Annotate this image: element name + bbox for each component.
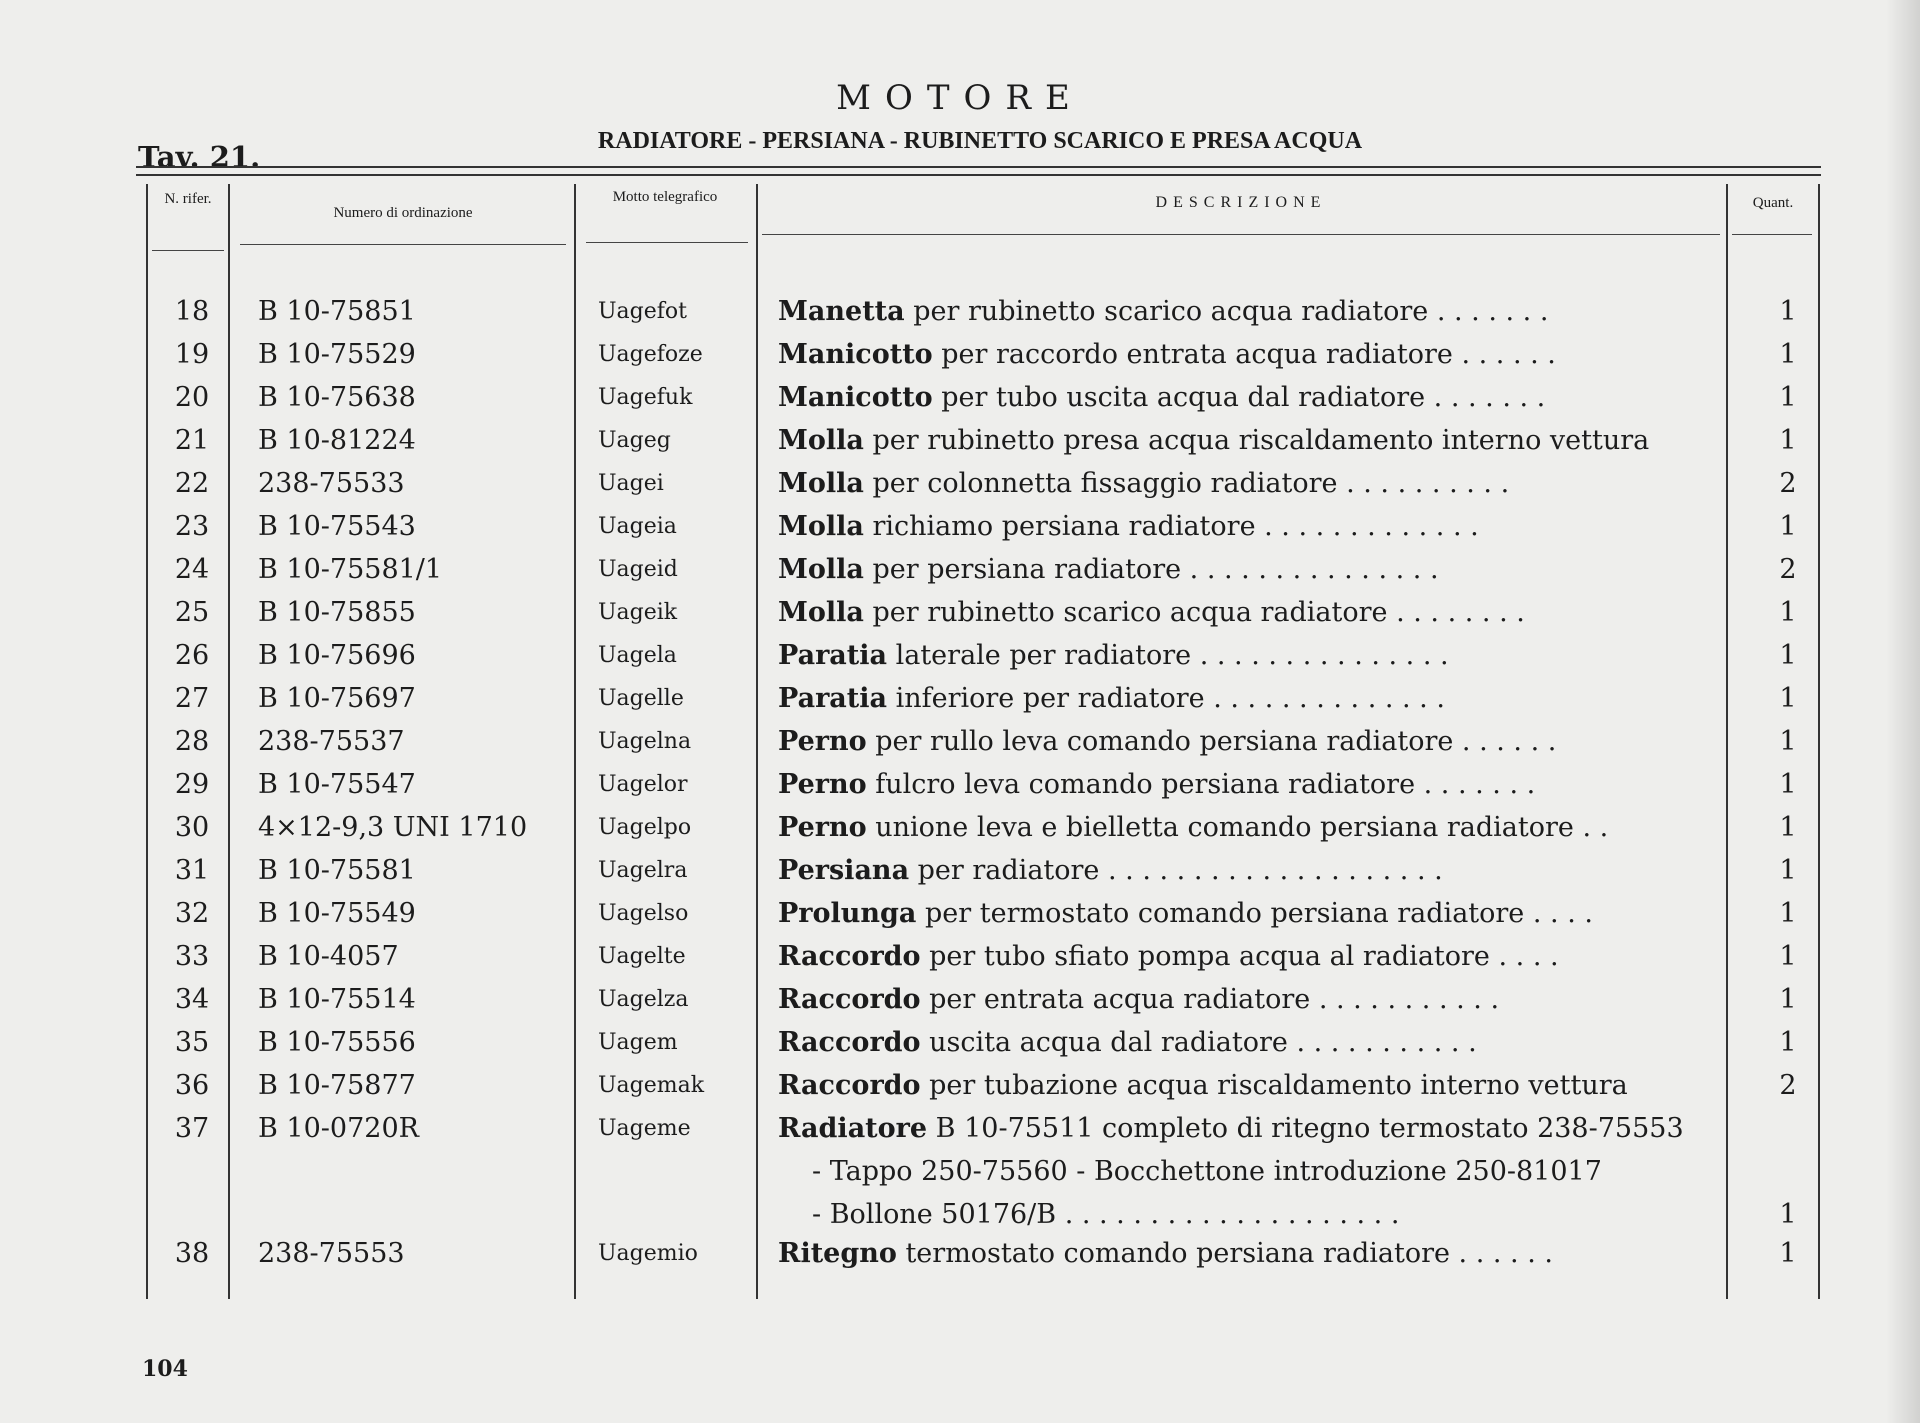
part-name: Raccordo bbox=[778, 1070, 921, 1101]
telegraphic-code: Uagelna bbox=[598, 729, 692, 754]
table-row bbox=[0, 425, 1920, 468]
ref-number: 28 bbox=[174, 726, 210, 757]
quantity: 1 bbox=[1779, 1199, 1797, 1230]
part-detail: per colonnetta fissaggio radiatore . . . . . . . . . . bbox=[863, 468, 1510, 499]
table-row bbox=[0, 683, 1920, 726]
ref-number: 35 bbox=[174, 1027, 210, 1058]
part-name: Paratia bbox=[778, 640, 888, 671]
part-description bbox=[778, 769, 1718, 800]
part-description bbox=[778, 941, 1718, 972]
part-detail: per radiatore . . . . . . . . . . . . . . . . . . . . bbox=[909, 855, 1443, 886]
order-number: B 10-0720R bbox=[258, 1113, 419, 1144]
part-description bbox=[778, 554, 1718, 585]
ref-number: 33 bbox=[174, 941, 210, 972]
table-row bbox=[0, 984, 1920, 1027]
part-description bbox=[778, 1070, 1718, 1101]
ref-number: 38 bbox=[174, 1238, 210, 1269]
quantity: 1 bbox=[1779, 812, 1797, 843]
table-row bbox=[0, 296, 1920, 339]
header-rule-bottom bbox=[136, 174, 1821, 176]
page-number: 104 bbox=[142, 1356, 188, 1382]
part-detail: per rubinetto scarico acqua radiatore . . . . . . . bbox=[904, 296, 1549, 327]
telegraphic-code: Uagefoze bbox=[598, 342, 703, 367]
part-detail: per tubazione acqua riscaldamento interno vettura bbox=[920, 1070, 1628, 1101]
quantity: 1 bbox=[1779, 726, 1797, 757]
table-row bbox=[0, 468, 1920, 511]
quantity: 1 bbox=[1779, 382, 1797, 413]
header-motto: Motto telegrafico bbox=[612, 189, 718, 205]
ref-number: 32 bbox=[174, 898, 210, 929]
table-row bbox=[0, 1113, 1920, 1156]
order-number: B 10-75547 bbox=[258, 769, 416, 800]
table-row bbox=[0, 554, 1920, 597]
telegraphic-code: Uageia bbox=[598, 514, 677, 539]
part-detail: per rullo leva comando persiana radiatore . . . . . . bbox=[866, 726, 1557, 757]
quantity: 1 bbox=[1779, 511, 1797, 542]
quantity: 1 bbox=[1779, 425, 1797, 456]
ref-number: 34 bbox=[174, 984, 210, 1015]
part-description bbox=[778, 339, 1718, 370]
part-detail: fulcro leva comando persiana radiatore . . . . . . . bbox=[866, 769, 1536, 800]
hdr-underline-desc bbox=[762, 234, 1720, 235]
part-name: Paratia bbox=[778, 683, 888, 714]
part-description bbox=[778, 812, 1718, 843]
order-number: B 10-75529 bbox=[258, 339, 416, 370]
table-row bbox=[0, 1027, 1920, 1070]
ref-number: 24 bbox=[174, 554, 210, 585]
order-number: B 10-75877 bbox=[258, 1070, 416, 1101]
order-number: B 10-75581/1 bbox=[258, 554, 443, 585]
ref-number: 37 bbox=[174, 1113, 210, 1144]
part-name: Raccordo bbox=[778, 941, 921, 972]
part-description bbox=[778, 1113, 1718, 1144]
telegraphic-code: Uageme bbox=[598, 1116, 691, 1141]
part-description bbox=[778, 898, 1718, 929]
part-description bbox=[778, 468, 1718, 499]
part-detail: per termostato comando persiana radiatore . . . . bbox=[916, 898, 1593, 929]
table-label: Tav. 21. bbox=[138, 140, 261, 174]
telegraphic-code: Uagelpo bbox=[598, 815, 692, 840]
order-number: 238-75553 bbox=[258, 1238, 405, 1269]
telegraphic-code: Uagemak bbox=[598, 1073, 705, 1098]
order-number: 4×12-9,3 UNI 1710 bbox=[258, 812, 528, 843]
part-name: Radiatore bbox=[778, 1113, 928, 1144]
part-name: Perno bbox=[778, 726, 867, 757]
continuation-line: - Tappo 250-75560 - Bocchettone introduzione 250-81017 bbox=[812, 1156, 1602, 1187]
header-order: Numero di ordinazione bbox=[333, 205, 473, 221]
table-row bbox=[0, 812, 1920, 855]
telegraphic-code: Uagela bbox=[598, 643, 677, 668]
order-number: B 10-75697 bbox=[258, 683, 416, 714]
hdr-underline-order bbox=[240, 244, 566, 245]
part-name: Persiana bbox=[778, 855, 910, 886]
part-name: Raccordo bbox=[778, 984, 921, 1015]
order-number: B 10-4057 bbox=[258, 941, 399, 972]
part-name: Ritegno bbox=[778, 1238, 897, 1269]
order-number: B 10-75543 bbox=[258, 511, 416, 542]
telegraphic-code: Uagefuk bbox=[598, 385, 693, 410]
quantity: 1 bbox=[1779, 296, 1797, 327]
order-number: B 10-75514 bbox=[258, 984, 416, 1015]
part-name: Molla bbox=[778, 511, 864, 542]
part-detail: per rubinetto presa acqua riscaldamento interno vettura bbox=[863, 425, 1650, 456]
quantity: 2 bbox=[1779, 1070, 1797, 1101]
description-continuation bbox=[0, 1156, 1920, 1199]
part-name: Manicotto bbox=[778, 382, 933, 413]
page-title: MOTORE bbox=[836, 78, 1084, 118]
order-number: B 10-75549 bbox=[258, 898, 416, 929]
part-description bbox=[778, 511, 1718, 542]
table-row bbox=[0, 597, 1920, 640]
quantity: 2 bbox=[1779, 554, 1797, 585]
part-description bbox=[778, 640, 1718, 671]
part-description bbox=[778, 425, 1718, 456]
ref-number: 18 bbox=[174, 296, 210, 327]
telegraphic-code: Uagei bbox=[598, 471, 664, 496]
part-name: Manetta bbox=[778, 296, 905, 327]
quantity: 1 bbox=[1779, 683, 1797, 714]
hdr-underline-qty bbox=[1732, 234, 1812, 235]
part-name: Perno bbox=[778, 812, 867, 843]
telegraphic-code: Uagefot bbox=[598, 299, 687, 324]
header-ref: N. rifer. bbox=[164, 191, 212, 207]
ref-number: 23 bbox=[174, 511, 210, 542]
header-description: DESCRIZIONE bbox=[1155, 194, 1327, 211]
order-number: B 10-75851 bbox=[258, 296, 416, 327]
order-number: B 10-75581 bbox=[258, 855, 416, 886]
part-name: Molla bbox=[778, 468, 864, 499]
quantity: 1 bbox=[1779, 597, 1797, 628]
ref-number: 27 bbox=[174, 683, 210, 714]
order-number: B 10-75556 bbox=[258, 1027, 416, 1058]
quantity: 1 bbox=[1779, 640, 1797, 671]
hdr-underline-ref bbox=[152, 250, 224, 251]
telegraphic-code: Uagem bbox=[598, 1030, 678, 1055]
quantity: 2 bbox=[1779, 468, 1797, 499]
part-description bbox=[778, 597, 1718, 628]
table-row bbox=[0, 855, 1920, 898]
table-row bbox=[0, 769, 1920, 812]
hdr-underline-motto bbox=[586, 242, 748, 243]
ref-number: 36 bbox=[174, 1070, 210, 1101]
part-detail: per tubo sfiato pompa acqua al radiatore . . . . bbox=[920, 941, 1559, 972]
table-row bbox=[0, 382, 1920, 425]
header-rule-top bbox=[136, 166, 1821, 168]
telegraphic-code: Uagemio bbox=[598, 1241, 698, 1266]
part-detail: per tubo uscita acqua dal radiatore . . . . . . . bbox=[932, 382, 1546, 413]
continuation-line: - Bollone 50176/B . . . . . . . . . . . . . . . . . . . . bbox=[812, 1199, 1400, 1230]
part-description bbox=[778, 382, 1718, 413]
table-row bbox=[0, 941, 1920, 984]
ref-number: 19 bbox=[174, 339, 210, 370]
telegraphic-code: Uagelra bbox=[598, 858, 688, 883]
part-detail: per entrata acqua radiatore . . . . . . . . . . . bbox=[920, 984, 1500, 1015]
ref-number: 21 bbox=[174, 425, 210, 456]
part-description bbox=[778, 683, 1718, 714]
part-name: Molla bbox=[778, 425, 864, 456]
table-row bbox=[0, 640, 1920, 683]
ref-number: 26 bbox=[174, 640, 210, 671]
quantity: 1 bbox=[1779, 339, 1797, 370]
telegraphic-code: Uagelor bbox=[598, 772, 688, 797]
ref-number: 31 bbox=[174, 855, 210, 886]
order-number: B 10-81224 bbox=[258, 425, 416, 456]
page-subtitle: RADIATORE - PERSIANA - RUBINETTO SCARICO E PRESA ACQUA bbox=[597, 128, 1363, 154]
quantity: 1 bbox=[1779, 1027, 1797, 1058]
quantity: 1 bbox=[1779, 984, 1797, 1015]
part-detail: richiamo persiana radiatore . . . . . . . . . . . . . bbox=[863, 511, 1479, 542]
telegraphic-code: Uagelso bbox=[598, 901, 689, 926]
table-row bbox=[0, 726, 1920, 769]
table-row bbox=[0, 1238, 1920, 1281]
telegraphic-code: Uagelte bbox=[598, 944, 686, 969]
part-name: Molla bbox=[778, 597, 864, 628]
ref-number: 22 bbox=[174, 468, 210, 499]
part-detail: per persiana radiatore . . . . . . . . . . . . . . . bbox=[863, 554, 1439, 585]
part-description bbox=[778, 726, 1718, 757]
telegraphic-code: Uageg bbox=[598, 428, 671, 453]
telegraphic-code: Uagelza bbox=[598, 987, 689, 1012]
order-number: B 10-75855 bbox=[258, 597, 416, 628]
part-description bbox=[778, 1238, 1718, 1269]
part-detail: unione leva e bielletta comando persiana radiatore . . bbox=[866, 812, 1609, 843]
table-row bbox=[0, 898, 1920, 941]
part-name: Prolunga bbox=[778, 898, 917, 929]
ref-number: 29 bbox=[174, 769, 210, 800]
quantity: 1 bbox=[1779, 769, 1797, 800]
part-name: Perno bbox=[778, 769, 867, 800]
order-number: B 10-75638 bbox=[258, 382, 416, 413]
part-description bbox=[778, 296, 1718, 327]
part-description bbox=[778, 1027, 1718, 1058]
part-detail: B 10-75511 completo di ritegno termostato 238-75553 bbox=[927, 1113, 1684, 1144]
part-name: Raccordo bbox=[778, 1027, 921, 1058]
order-number: 238-75537 bbox=[258, 726, 405, 757]
order-number: 238-75533 bbox=[258, 468, 405, 499]
table-row bbox=[0, 511, 1920, 554]
telegraphic-code: Uageid bbox=[598, 557, 678, 582]
telegraphic-code: Uageik bbox=[598, 600, 678, 625]
ref-number: 30 bbox=[174, 812, 210, 843]
description-continuation bbox=[0, 1199, 1920, 1242]
part-description bbox=[778, 984, 1718, 1015]
part-detail: per rubinetto scarico acqua radiatore . . . . . . . . bbox=[863, 597, 1525, 628]
quantity: 1 bbox=[1779, 855, 1797, 886]
part-detail: termostato comando persiana radiatore . . . . . . bbox=[896, 1238, 1553, 1269]
order-number: B 10-75696 bbox=[258, 640, 416, 671]
table-row bbox=[0, 1070, 1920, 1113]
quantity: 1 bbox=[1779, 941, 1797, 972]
part-name: Manicotto bbox=[778, 339, 933, 370]
ref-number: 25 bbox=[174, 597, 210, 628]
header-quantity: Quant. bbox=[1752, 195, 1794, 211]
ref-number: 20 bbox=[174, 382, 210, 413]
quantity: 1 bbox=[1779, 1238, 1797, 1269]
part-detail: uscita acqua dal radiatore . . . . . . . . . . . bbox=[920, 1027, 1477, 1058]
part-detail: per raccordo entrata acqua radiatore . . . . . . bbox=[932, 339, 1556, 370]
part-name: Molla bbox=[778, 554, 864, 585]
quantity: 1 bbox=[1779, 898, 1797, 929]
part-detail: inferiore per radiatore . . . . . . . . . . . . . . bbox=[887, 683, 1445, 714]
table-row bbox=[0, 339, 1920, 382]
telegraphic-code: Uagelle bbox=[598, 686, 684, 711]
part-detail: laterale per radiatore . . . . . . . . . . . . . . . bbox=[887, 640, 1449, 671]
part-description bbox=[778, 855, 1718, 886]
